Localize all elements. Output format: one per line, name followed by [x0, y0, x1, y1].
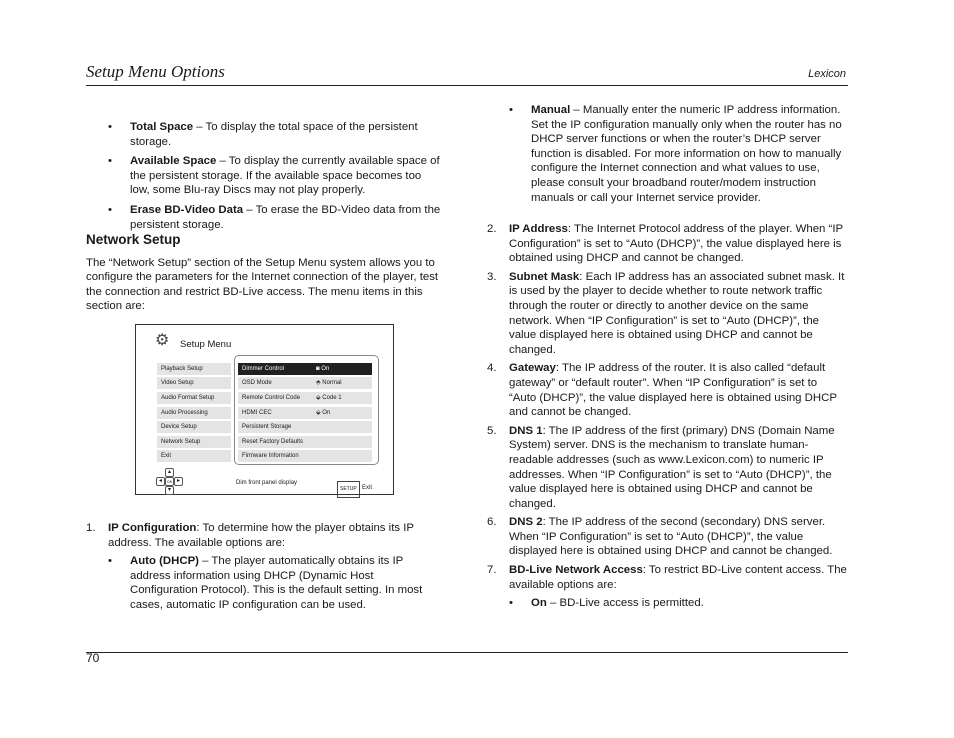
- menu-left-item: Playback Setup: [157, 363, 231, 375]
- page-number: 70: [86, 651, 100, 665]
- menu-left-item: Device Setup: [157, 421, 231, 433]
- brand-label: Lexicon: [808, 68, 846, 80]
- numbered-item: 1. IP Configuration: To determine how the player obtains its IP address. The available options are:: [86, 522, 414, 549]
- menu-right-item: Remote Control Code ⬙ Code 1: [238, 392, 372, 404]
- menu-value: ⬙ On: [316, 409, 331, 416]
- ip-config-item: [86, 521, 444, 618]
- arrow-up-icon: ▴: [165, 468, 174, 477]
- arrow-down-icon: ▾: [165, 486, 174, 495]
- numbered-item: 6. DNS 2: The IP address of the second (secondary) DNS server. When “IP Configuration” is set to “Auto (DHCP)”, the value displayed here is obtained using DHCP and cannot be changed.: [487, 516, 833, 558]
- bullet-total-space: • Total Space – To display the total space of the persistent storage.: [108, 121, 418, 148]
- setup-key-icon: SETUP: [337, 481, 360, 498]
- numbered-item: 3. Subnet Mask: Each IP address has an associated subnet mask. It is used by the player to decide whether to route network traffic through the router or directly to another device on the same network. When “IP Configuration” is set to “Auto (DHCP)”, the value displayed here is obtained using DHCP and cannot be changed.: [487, 270, 845, 356]
- manual-bullet-block: [509, 103, 847, 210]
- numbered-item: 4. Gateway: The IP address of the router. It is also called “default gateway” or “default router”. When “IP Configuration” is set to “Auto (DHCP)”, the value displayed here is obtained using DHCP and cannot be changed.: [487, 362, 837, 419]
- menu-value: ⬘ Normal: [316, 379, 342, 386]
- setup-menu-screenshot: [135, 324, 394, 495]
- numbered-item: 2. IP Address: The Internet Protocol address of the player. When “IP Configuration” is set to “Auto (DHCP)”, the value displayed here is obtained using DHCP and cannot be changed.: [487, 223, 843, 265]
- section-heading: Network Setup: [86, 232, 181, 247]
- bullet-on: • On – BD-Live access is permitted.: [509, 597, 704, 610]
- left-column: [108, 120, 444, 237]
- header-rule: [86, 85, 848, 86]
- menu-left-item: Network Setup: [157, 436, 231, 448]
- bullet-available-space: • Available Space – To display the currently available space of the persistent storage. If the available space becomes too low, some Blu-ray Discs may not play properly.: [108, 155, 440, 197]
- menu-right-item: Persistent Storage: [238, 421, 372, 433]
- footer-rule: [86, 652, 848, 653]
- menu-right-item: Firmware Information: [238, 450, 372, 462]
- network-setup-section: [86, 233, 444, 495]
- arrow-right-icon: ▸: [174, 477, 183, 486]
- menu-right-item: HDMI CEC ⬙ On: [238, 407, 372, 419]
- menu-left-item: Audio Processing: [157, 407, 231, 419]
- menu-value: ⬙ Code 1: [316, 394, 342, 401]
- menu-left-item: Audio Format Setup: [157, 392, 231, 404]
- numbered-item: 5. DNS 1: The IP address of the first (primary) DNS (Domain Name System) server. DNS is the mechanism to translate human-readable addresses (such as www.Lexicon.com) to numeric IP addresses. When “IP Configuration” is set to “Auto (DHCP)”, the value displayed here is obtained using DHCP and cannot be changed.: [487, 424, 835, 510]
- bullet-dot: •: [108, 555, 112, 568]
- bullet-dot: •: [509, 104, 513, 116]
- gear-icon: ⚙: [155, 331, 170, 349]
- right-numbered-list: [487, 222, 847, 616]
- ok-icon: OK: [166, 478, 173, 484]
- menu-right-item-selected: Dimmer Control ◙ On: [238, 363, 372, 375]
- menu-title: Setup Menu: [180, 338, 232, 350]
- bullet-auto-dhcp: • Auto (DHCP) – The player automatically obtains its IP address information using DHCP (Dynamic Host Configuration Protocol). This is the default setting. In most cases, automatic IP configuration can be used.: [108, 555, 423, 611]
- arrow-left-icon: ◂: [156, 477, 165, 486]
- bullet-manual: • Manual – Manually enter the numeric IP address information. Set the IP configuration manually only when the router has no DHCP server functions or when the router’s DHCP server function is disabled. For more information on how to manually configure the Internet connection and what values to use, please consult your broadband router/modem instruction manuals or call your Internet service provider.: [509, 104, 842, 204]
- menu-right-item: Reset Factory Defaults: [238, 436, 372, 448]
- navigation-pad: [156, 468, 184, 494]
- menu-footer-hint: Dim front panel display: [236, 479, 298, 486]
- bullet-erase-bd: • Erase BD-Video Data – To erase the BD-Video data from the persistent storage.: [108, 203, 441, 231]
- page-title: Setup Menu Options: [86, 62, 225, 81]
- menu-right-item: OSD Mode ⬘ Normal: [238, 377, 372, 389]
- menu-left-item: Video Setup: [157, 377, 231, 389]
- menu-value: ◙ On: [316, 365, 330, 372]
- menu-left-item: Exit: [157, 450, 231, 462]
- intro-paragraph: The “Network Setup” section of the Setup Menu system allows you to configure the parameters for the Internet connection of the player, test the connection and restrict BD-Live access. The menu items in this section are:: [86, 256, 439, 313]
- numbered-item: 7. BD-Live Network Access: To restrict BD-Live content access. The available options are:: [487, 564, 847, 591]
- exit-label: Exit: [362, 484, 373, 491]
- bullet-dot: •: [108, 121, 112, 133]
- bullet-dot: •: [108, 155, 112, 168]
- bullet-dot: •: [509, 597, 513, 610]
- bullet-dot: •: [108, 203, 112, 216]
